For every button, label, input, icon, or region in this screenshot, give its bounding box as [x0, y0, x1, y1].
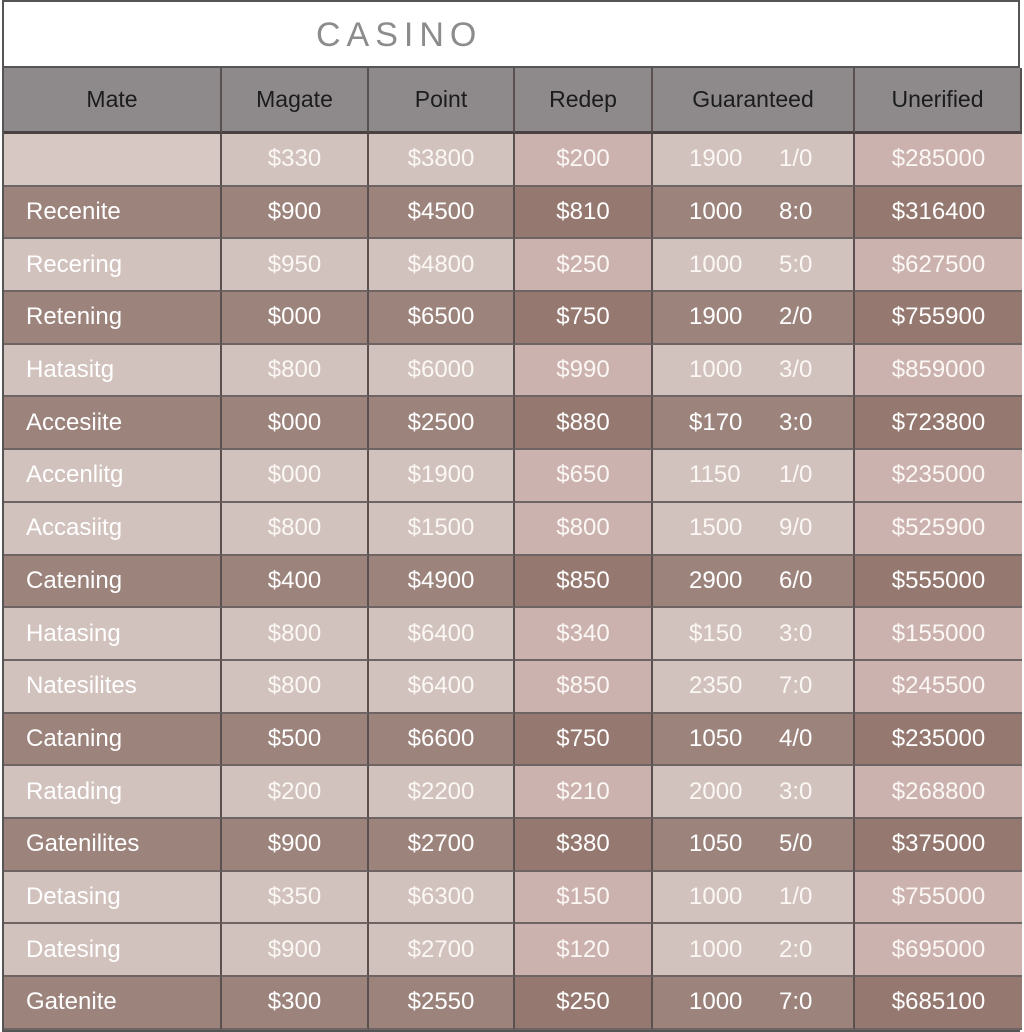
- title-bar: [2, 0, 1020, 66]
- guaranteed-ratio: 3:0: [779, 408, 813, 436]
- point-cell: $6400: [369, 608, 515, 661]
- guaranteed-cell: [653, 556, 855, 609]
- guaranteed-amount: 1000: [689, 935, 743, 963]
- guaranteed-cell: [653, 397, 855, 450]
- guaranteed-ratio: 5:0: [779, 250, 813, 278]
- redep-cell: $810: [515, 187, 653, 240]
- magate-cell: $800: [222, 345, 369, 398]
- guaranteed-ratio: 3:0: [779, 777, 813, 805]
- magate-cell: $500: [222, 714, 369, 767]
- window-title: CASINO: [316, 16, 483, 54]
- redep-cell: $250: [515, 239, 653, 292]
- unerified-cell: $525900: [855, 503, 1022, 556]
- guaranteed-cell: [653, 872, 855, 925]
- redep-cell: $750: [515, 714, 653, 767]
- redep-cell: $880: [515, 397, 653, 450]
- guaranteed-amount: 1000: [689, 356, 743, 384]
- redep-cell: $150: [515, 872, 653, 925]
- column-header-redep[interactable]: Redep: [515, 68, 653, 134]
- guaranteed-amount: 1900: [689, 145, 743, 173]
- magate-cell: $300: [222, 977, 369, 1030]
- guaranteed-ratio: 8:0: [779, 198, 813, 226]
- point-cell: $4800: [369, 239, 515, 292]
- unerified-cell: $375000: [855, 819, 1022, 872]
- guaranteed-amount: 1900: [689, 303, 743, 331]
- guaranteed-cell: [653, 819, 855, 872]
- guaranteed-amount: 2000: [689, 777, 743, 805]
- guaranteed-amount: $170: [689, 408, 743, 436]
- redep-cell: $650: [515, 450, 653, 503]
- guaranteed-amount: 1050: [689, 830, 743, 858]
- row-name-cell: Hatasitg: [4, 345, 222, 398]
- guaranteed-cell: [653, 924, 855, 977]
- point-cell: $6300: [369, 872, 515, 925]
- unerified-cell: $627500: [855, 239, 1022, 292]
- unerified-cell: $285000: [855, 134, 1022, 187]
- column-header-unerified[interactable]: Unerified: [855, 68, 1022, 134]
- row-name-cell: Gatenilites: [4, 819, 222, 872]
- point-cell: $2550: [369, 977, 515, 1030]
- guaranteed-cell: [653, 977, 855, 1030]
- row-name-cell: Retening: [4, 292, 222, 345]
- column-header-magate[interactable]: Magate: [222, 68, 369, 134]
- unerified-cell: $695000: [855, 924, 1022, 977]
- point-cell: $6400: [369, 661, 515, 714]
- guaranteed-cell: [653, 608, 855, 661]
- guaranteed-amount: 2350: [689, 672, 743, 700]
- redep-cell: $990: [515, 345, 653, 398]
- point-cell: $2700: [369, 924, 515, 977]
- guaranteed-cell: [653, 239, 855, 292]
- guaranteed-amount: $150: [689, 619, 743, 647]
- row-name-cell: Accasiitg: [4, 503, 222, 556]
- magate-cell: $950: [222, 239, 369, 292]
- unerified-cell: $155000: [855, 608, 1022, 661]
- guaranteed-amount: 1000: [689, 198, 743, 226]
- column-header-mate[interactable]: Mate: [4, 68, 222, 134]
- magate-cell: $800: [222, 661, 369, 714]
- guaranteed-cell: [653, 450, 855, 503]
- point-cell: $4500: [369, 187, 515, 240]
- guaranteed-amount: 2900: [689, 566, 743, 594]
- magate-cell: $000: [222, 397, 369, 450]
- unerified-cell: $316400: [855, 187, 1022, 240]
- guaranteed-ratio: 1/0: [779, 145, 813, 173]
- row-name-cell: Ratading: [4, 766, 222, 819]
- guaranteed-cell: [653, 345, 855, 398]
- guaranteed-amount: 1000: [689, 250, 743, 278]
- guaranteed-ratio: 6/0: [779, 566, 813, 594]
- redep-cell: $750: [515, 292, 653, 345]
- guaranteed-ratio: 3/0: [779, 356, 813, 384]
- guaranteed-amount: 1500: [689, 514, 743, 542]
- guaranteed-amount: 1150: [689, 461, 741, 489]
- guaranteed-ratio: 7:0: [779, 988, 813, 1016]
- row-name-cell: Accenlitg: [4, 450, 222, 503]
- point-cell: $6600: [369, 714, 515, 767]
- point-cell: $6000: [369, 345, 515, 398]
- magate-cell: $900: [222, 187, 369, 240]
- row-name-cell: Natesilites: [4, 661, 222, 714]
- guaranteed-cell: [653, 766, 855, 819]
- point-cell: $2500: [369, 397, 515, 450]
- guaranteed-cell: [653, 134, 855, 187]
- guaranteed-cell: [653, 661, 855, 714]
- guaranteed-ratio: 2:0: [779, 935, 813, 963]
- guaranteed-cell: [653, 714, 855, 767]
- redep-cell: $200: [515, 134, 653, 187]
- data-table: [2, 66, 1020, 1032]
- redep-cell: $250: [515, 977, 653, 1030]
- unerified-cell: $268800: [855, 766, 1022, 819]
- redep-cell: $120: [515, 924, 653, 977]
- column-header-point[interactable]: Point: [369, 68, 515, 134]
- guaranteed-cell: [653, 292, 855, 345]
- guaranteed-ratio: 5/0: [779, 830, 813, 858]
- row-name-cell: Datesing: [4, 924, 222, 977]
- magate-cell: $350: [222, 872, 369, 925]
- unerified-cell: $755000: [855, 872, 1022, 925]
- point-cell: $2700: [369, 819, 515, 872]
- guaranteed-amount: 1000: [689, 882, 743, 910]
- magate-cell: $000: [222, 292, 369, 345]
- unerified-cell: $685100: [855, 977, 1022, 1030]
- row-name-cell: Recering: [4, 239, 222, 292]
- point-cell: $3800: [369, 134, 515, 187]
- unerified-cell: $235000: [855, 714, 1022, 767]
- magate-cell: $800: [222, 503, 369, 556]
- unerified-cell: $555000: [855, 556, 1022, 609]
- redep-cell: $340: [515, 608, 653, 661]
- row-name-cell: Catening: [4, 556, 222, 609]
- row-name-cell: Gatenite: [4, 977, 222, 1030]
- magate-cell: $900: [222, 819, 369, 872]
- point-cell: $1500: [369, 503, 515, 556]
- unerified-cell: $245500: [855, 661, 1022, 714]
- magate-cell: $900: [222, 924, 369, 977]
- redep-cell: $210: [515, 766, 653, 819]
- guaranteed-ratio: 2/0: [779, 303, 813, 331]
- unerified-cell: $235000: [855, 450, 1022, 503]
- guaranteed-ratio: 7:0: [779, 672, 813, 700]
- magate-cell: $000: [222, 450, 369, 503]
- guaranteed-amount: 1050: [689, 724, 743, 752]
- point-cell: $4900: [369, 556, 515, 609]
- row-name-cell: Detasing: [4, 872, 222, 925]
- magate-cell: $330: [222, 134, 369, 187]
- redep-cell: $850: [515, 661, 653, 714]
- row-name-cell: Accesiite: [4, 397, 222, 450]
- magate-cell: $800: [222, 608, 369, 661]
- row-name-cell: Cataning: [4, 714, 222, 767]
- magate-cell: $400: [222, 556, 369, 609]
- guaranteed-ratio: 3:0: [779, 619, 813, 647]
- row-name-cell: Recenite: [4, 187, 222, 240]
- unerified-cell: $755900: [855, 292, 1022, 345]
- guaranteed-cell: [653, 187, 855, 240]
- point-cell: $2200: [369, 766, 515, 819]
- row-name-cell: Hatasing: [4, 608, 222, 661]
- guaranteed-ratio: 4/0: [779, 724, 813, 752]
- unerified-cell: $859000: [855, 345, 1022, 398]
- magate-cell: $200: [222, 766, 369, 819]
- redep-cell: $850: [515, 556, 653, 609]
- guaranteed-ratio: 1/0: [779, 461, 813, 489]
- guaranteed-amount: 1000: [689, 988, 743, 1016]
- guaranteed-ratio: 9/0: [779, 514, 813, 542]
- column-header-guaranteed[interactable]: Guaranteed: [653, 68, 855, 134]
- redep-cell: $800: [515, 503, 653, 556]
- guaranteed-cell: [653, 503, 855, 556]
- point-cell: $1900: [369, 450, 515, 503]
- unerified-cell: $723800: [855, 397, 1022, 450]
- redep-cell: $380: [515, 819, 653, 872]
- guaranteed-ratio: 1/0: [779, 882, 813, 910]
- row-name-cell: [4, 134, 222, 187]
- point-cell: $6500: [369, 292, 515, 345]
